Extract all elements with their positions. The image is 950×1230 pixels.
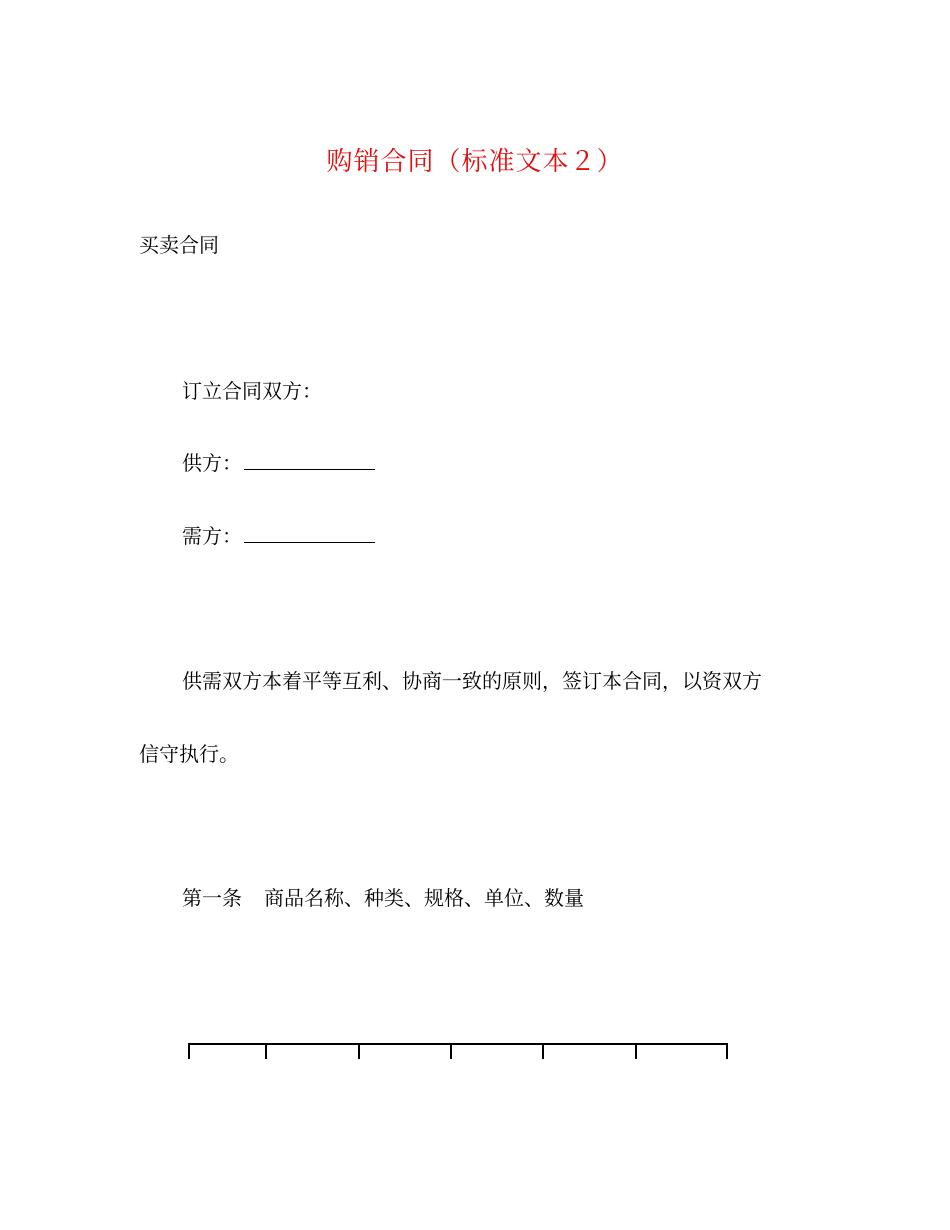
buyer-line xyxy=(182,524,375,548)
document-title: 购销合同（标准文本２） xyxy=(326,147,624,177)
table-column-divider xyxy=(450,1045,452,1059)
goods-table-top-border xyxy=(188,1043,728,1059)
table-column-divider xyxy=(542,1045,544,1059)
preamble-line-1: 供需双方本着平等互利、协商一致的原则，签订本合同，以资双方 xyxy=(182,669,762,693)
table-column-divider xyxy=(726,1045,728,1059)
buyer-blank-field[interactable] xyxy=(244,524,375,543)
supplier-blank-field[interactable] xyxy=(244,451,375,470)
article-1-title: 商品名称、种类、规格、单位、数量 xyxy=(264,886,584,910)
supplier-label: 供方： xyxy=(182,451,242,475)
table-column-divider xyxy=(265,1045,267,1059)
table-column-divider xyxy=(358,1045,360,1059)
article-1-heading xyxy=(182,886,584,910)
parties-heading: 订立合同双方： xyxy=(182,379,322,403)
table-column-divider xyxy=(188,1045,190,1059)
supplier-line xyxy=(182,451,375,475)
table-column-divider xyxy=(635,1045,637,1059)
contract-type-label: 买卖合同 xyxy=(139,233,219,257)
buyer-label: 需方： xyxy=(182,524,242,548)
preamble-line-2: 信守执行。 xyxy=(139,742,239,766)
article-1-number: 第一条 xyxy=(182,886,242,910)
